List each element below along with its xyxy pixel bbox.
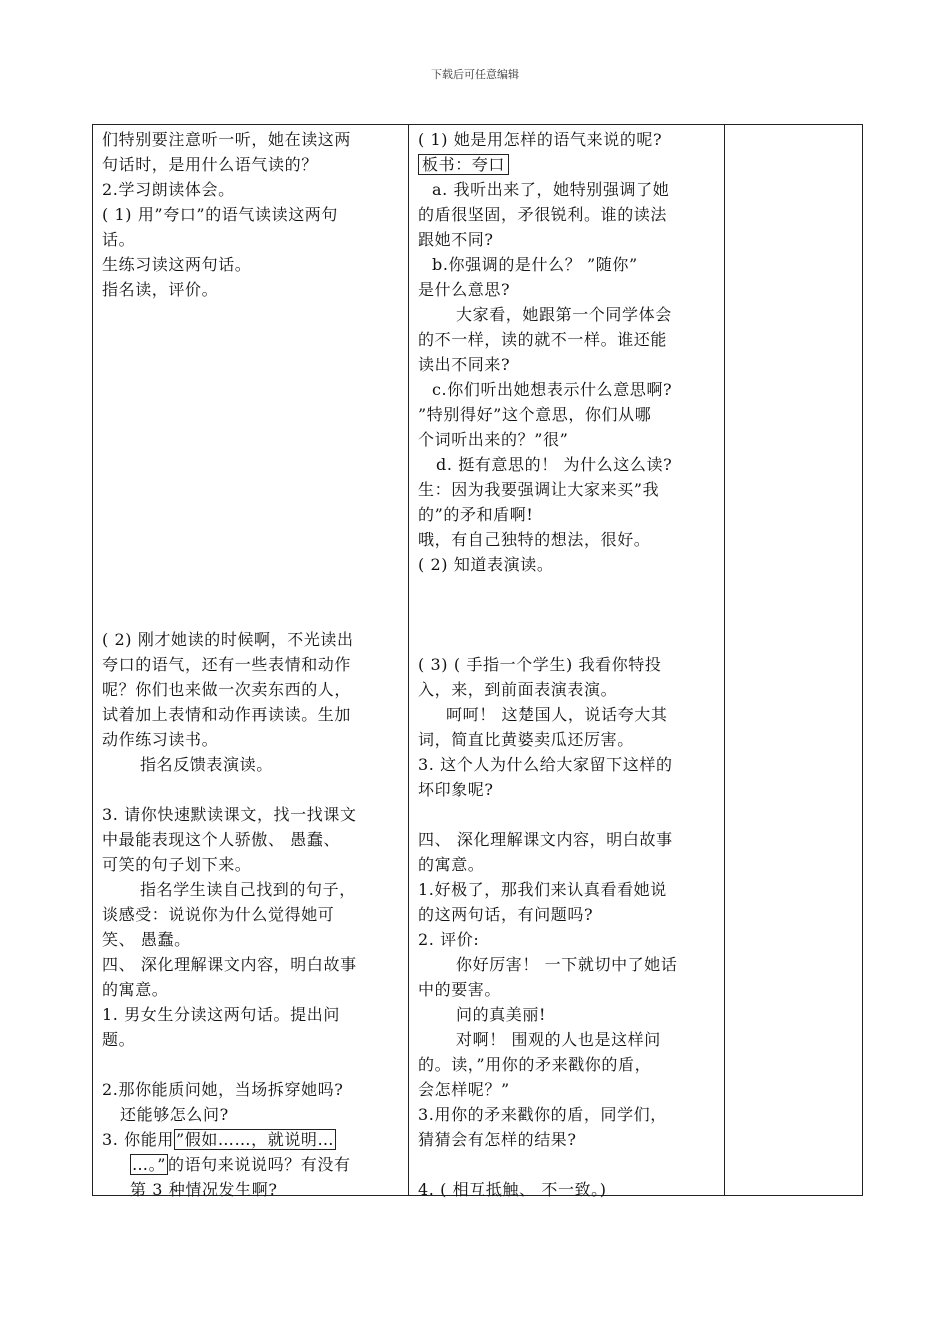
text-line: 哦，有自己独特的想法，很好。 (418, 530, 651, 549)
text-line: ( 2) 刚才她读的时候啊，不光读出 (102, 630, 354, 649)
text-line: 的寓意。 (102, 980, 169, 999)
text-line: 3.用你的矛来戳你的盾，同学们， (418, 1105, 667, 1124)
lesson-table (92, 124, 863, 1199)
text-line (130, 1153, 351, 1177)
text-line: 生练习读这两句话。 (102, 255, 252, 274)
text-line: 猜猜会有怎样的结果? (418, 1130, 577, 1149)
text-line: 2.那你能质问她，当场拆穿她吗? (102, 1080, 344, 1099)
text-line: 读出不同来? (418, 355, 511, 374)
text-line: 2.学习朗读体会。 (102, 180, 235, 199)
blackboard-note: 板书：夸口 (418, 154, 509, 175)
text-line: 个词听出来的？”很” (418, 430, 569, 449)
text-line: 指名读，评价。 (102, 280, 219, 299)
text-line: 题。 (102, 1030, 136, 1049)
text-line: 生：因为我要强调让大家来买”我 (418, 480, 660, 499)
text-fragment: 的语句来说说吗？有没有 (167, 1155, 351, 1174)
text-line: 中的要害。 (418, 980, 502, 999)
text-line: 还能够怎么问? (120, 1105, 229, 1124)
text-line: 跟她不同? (418, 230, 494, 249)
text-line (418, 153, 509, 177)
text-line: 第 3 种情况发生啊? (130, 1180, 278, 1199)
text-line: 的盾很坚固，矛很锐利。谁的读法 (418, 205, 668, 224)
text-line: ( 2) 知道表演读。 (418, 555, 554, 574)
text-line: 1.好极了，那我们来认真看看她说 (418, 880, 667, 899)
text-line: ( 1) 她是用怎样的语气来说的呢? (418, 130, 663, 149)
text-line: a. 我听出来了，她特别强调了她 (432, 180, 670, 199)
text-line: 1. 男女生分读这两句话。提出问 (102, 1005, 340, 1024)
text-line: 会怎样呢？” (418, 1080, 510, 1099)
text-line: 问的真美丽! (456, 1005, 547, 1024)
text-line: 们特别要注意听一听，她在读这两 (102, 130, 352, 149)
text-line: 笑、 愚蠢。 (102, 930, 191, 949)
text-line: b.你强调的是什么？ ”随你” (432, 255, 638, 274)
text-line: 句话时，是用什么语气读的？ (102, 155, 318, 174)
text-line: 入，来，到前面表演表演。 (418, 680, 618, 699)
text-line (102, 1128, 336, 1152)
text-fragment: 3. 你能用 (102, 1130, 174, 1149)
text-line: 呢？你们也来做一次卖东西的人， (102, 680, 352, 699)
text-line: 夸口的语气，还有一些表情和动作 (102, 655, 352, 674)
column-divider-1 (408, 125, 409, 1195)
text-line: 指名学生读自己找到的句子， (140, 880, 356, 899)
text-line: 的寓意。 (418, 855, 485, 874)
text-line: 的”的矛和盾啊! (418, 505, 534, 524)
text-line: 的这两句话，有问题吗? (418, 905, 594, 924)
text-line: 大家看，她跟第一个同学体会 (456, 305, 672, 324)
boxed-sentence-pattern: ”假如……，就说明… (175, 1130, 335, 1149)
text-line: ( 1) 用”夸口”的语气读读这两句 (102, 205, 338, 224)
text-line: 词，简直比黄婆卖瓜还厉害。 (418, 730, 634, 749)
text-line: 3. 这个人为什么给大家留下这样的 (418, 755, 673, 774)
text-line: 坏印象呢? (418, 780, 494, 799)
text-line: ”特别得好”这个意思，你们从哪 (418, 405, 652, 424)
text-line: 试着加上表情和动作再读读。生加 (102, 705, 352, 724)
text-line: 3. 请你快速默读课文，找一找课文 (102, 805, 357, 824)
text-line: ( 3) ( 手指一个学生) 我看你特投 (418, 655, 662, 674)
text-line: 可笑的句子划下来。 (102, 855, 252, 874)
text-line: 指名反馈表演读。 (140, 755, 273, 774)
text-line: 话。 (102, 230, 136, 249)
text-line: 中最能表现这个人骄傲、 愚蠢、 (102, 830, 341, 849)
text-line: 4. ( 相互抵触、 不一致。) (418, 1180, 607, 1199)
text-line: 2. 评价: (418, 930, 480, 949)
text-line: 你好厉害！ 一下就切中了她话 (456, 955, 678, 974)
text-line: 谈感受：说说你为什么觉得她可 (102, 905, 335, 924)
column-divider-2 (724, 125, 725, 1195)
text-line: 四、 深化理解课文内容，明白故事 (102, 955, 357, 974)
text-line: 动作练习读书。 (102, 730, 219, 749)
text-line: 是什么意思? (418, 280, 511, 299)
boxed-sentence-pattern-end: …。” (132, 1155, 166, 1174)
text-line: 的不一样，读的就不一样。谁还能 (418, 330, 668, 349)
text-line: 的。读，”用你的矛来戳你的盾， (418, 1055, 652, 1074)
text-line: 四、 深化理解课文内容，明白故事 (418, 830, 673, 849)
text-line: c.你们听出她想表示什么意思啊? (432, 380, 673, 399)
text-line: 对啊！ 围观的人也是这样问 (456, 1030, 661, 1049)
page-header: 下载后可任意编辑 (431, 68, 519, 81)
text-line: 呵呵！ 这楚国人，说话夸大其 (446, 705, 668, 724)
text-line: d. 挺有意思的！ 为什么这么读? (436, 455, 673, 474)
